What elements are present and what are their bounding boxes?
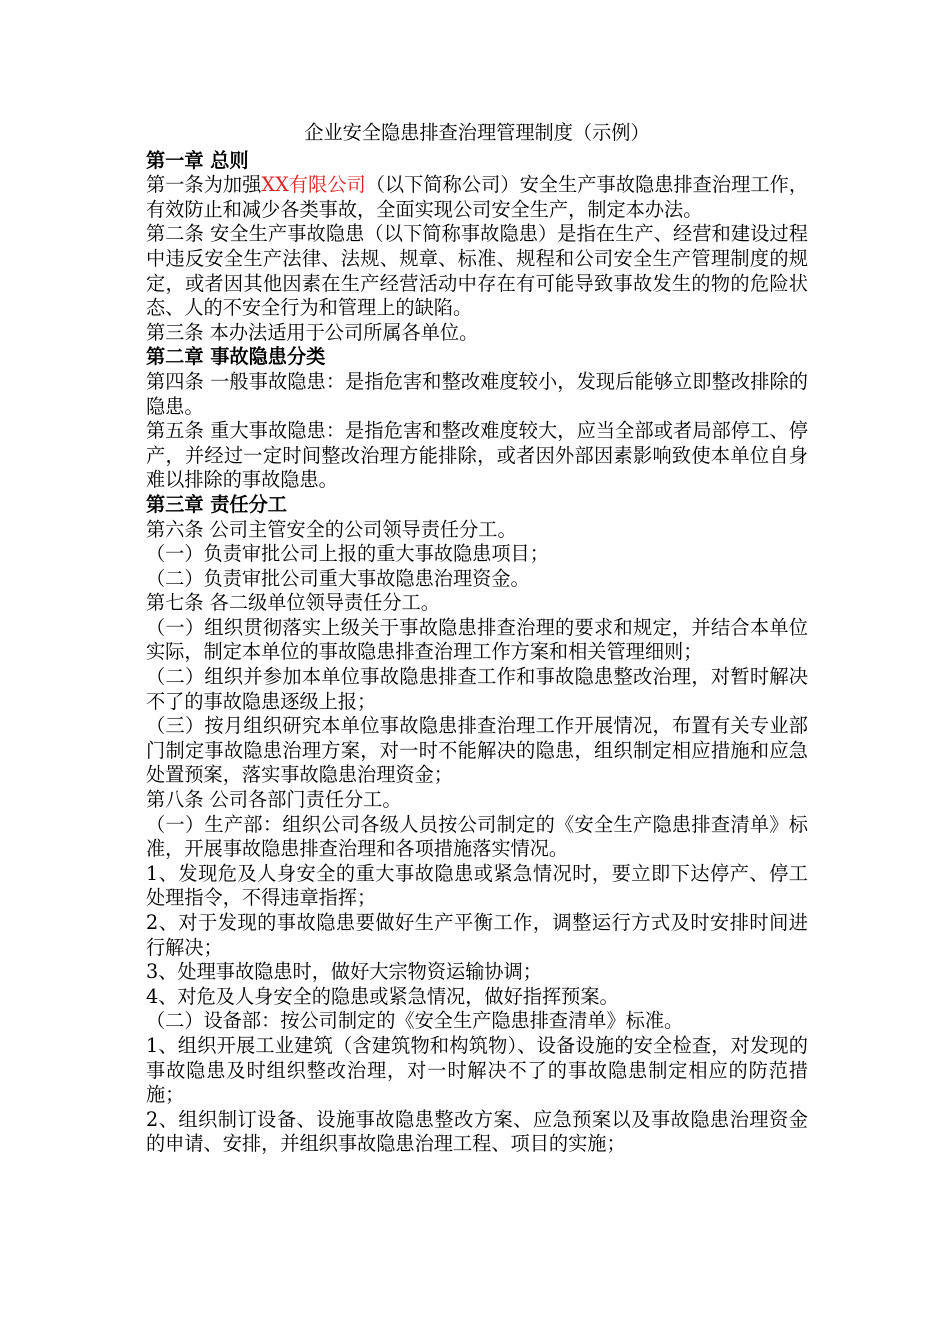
chapter-1-heading: 第一章 总则 [146, 148, 249, 172]
document-body [146, 121, 808, 1157]
chapter-2-heading: 第二章 事故隐患分类 [146, 345, 326, 369]
article-8-item-1-sub-1: 1、发现危及人身安全的重大事故隐患或紧急情况时，要立即下达停产、停工处理指令，不得违章指挥； [146, 861, 808, 910]
article-1-rest: （以下简称公司）安全生产事故隐患排查治理工作，有效防止和减少各类事故，全面实现公司安全生产，制定本办法。 [146, 173, 809, 221]
article-8-item-1-sub-4: 4、对危及人身安全的隐患或紧急情况，做好指挥预案。 [146, 984, 619, 1008]
article-7-item-3: （三）按月组织研究本单位事故隐患排查治理工作开展情况，布置有关专业部门制定事故隐患治理方案，对一时不能解决的隐患，组织制定相应措施和应急处置预案，落实事故隐患治理资金； [146, 714, 808, 787]
article-4: 第四条 一般事故隐患：是指危害和整改难度较小，发现后能够立即整改排除的隐患。 [146, 369, 808, 418]
article-8: 第八条 公司各部门责任分工。 [146, 788, 402, 812]
article-8-item-2-sub-2: 2、组织制订设备、设施事故隐患整改方案、应急预案以及事故隐患治理资金的申请、安排，并组织事故隐患治理工程、项目的实施； [146, 1107, 808, 1156]
article-8-item-1: （一）生产部：组织公司各级人员按公司制定的《安全生产隐患排查清单》标准，开展事故隐患排查治理和各项措施落实情况。 [146, 812, 808, 861]
article-3: 第三条 本办法适用于公司所属各单位。 [146, 320, 479, 344]
article-8-item-1-sub-3: 3、处理事故隐患时，做好大宗物资运输协调； [146, 960, 542, 984]
article-6-item-2: （二）负责审批公司重大事故隐患治理资金。 [146, 566, 530, 590]
document-title: 企业安全隐患排查治理管理制度（示例） [304, 121, 650, 144]
article-8-item-2: （二）设备部：按公司制定的《安全生产隐患排查清单》标准。 [146, 1009, 684, 1033]
article-8-item-2-sub-1: 1、组织开展工业建筑（含建筑物和构筑物）、设备设施的安全检查，对发现的事故隐患及时组织整改治理，对一时解决不了的事故隐患制定相应的防范措施； [146, 1033, 808, 1107]
article-1 [146, 173, 808, 222]
article-7-item-1: （一）组织贯彻落实上级关于事故隐患排查治理的要求和规定，并结合本单位实际，制定本单位的事故隐患排查治理工作方案和相关管理细则； [146, 615, 808, 664]
article-7-item-2: （二）组织并参加本单位事故隐患排查工作和事故隐患整改治理，对暂时解决不了的事故隐患逐级上报； [146, 665, 808, 713]
company-name-placeholder: XX有限公司 [261, 173, 366, 197]
article-7: 第七条 各二级单位领导责任分工。 [146, 591, 440, 615]
article-1-prefix: 第一条为加强 [146, 173, 262, 197]
chapter-3-heading: 第三章 责任分工 [146, 492, 287, 516]
article-8-item-1-sub-2: 2、对于发现的事故隐患要做好生产平衡工作，调整运行方式及时安排时间进行解决； [146, 911, 808, 959]
article-5: 第五条 重大事故隐患：是指危害和整改难度较大，应当全部或者局部停工、停产，并经过一定时间整改治理方能排除，或者因外部因素影响致使本单位自身难以排除的事故隐患。 [146, 419, 808, 492]
article-6: 第六条 公司主管安全的公司领导责任分工。 [146, 517, 517, 541]
article-2: 第二条 安全生产事故隐患（以下简称事故隐患）是指在生产、经营和建设过程中违反安全生产法律、法规、规章、标准、规程和公司安全生产管理制度的规定，或者因其他因素在生产经营活动中存在有可能导致事故发生的物的危险状态、人的不安全行为和管理上的缺陷。 [146, 222, 808, 320]
article-6-item-1: （一）负责审批公司上报的重大事故隐患项目； [146, 542, 549, 566]
